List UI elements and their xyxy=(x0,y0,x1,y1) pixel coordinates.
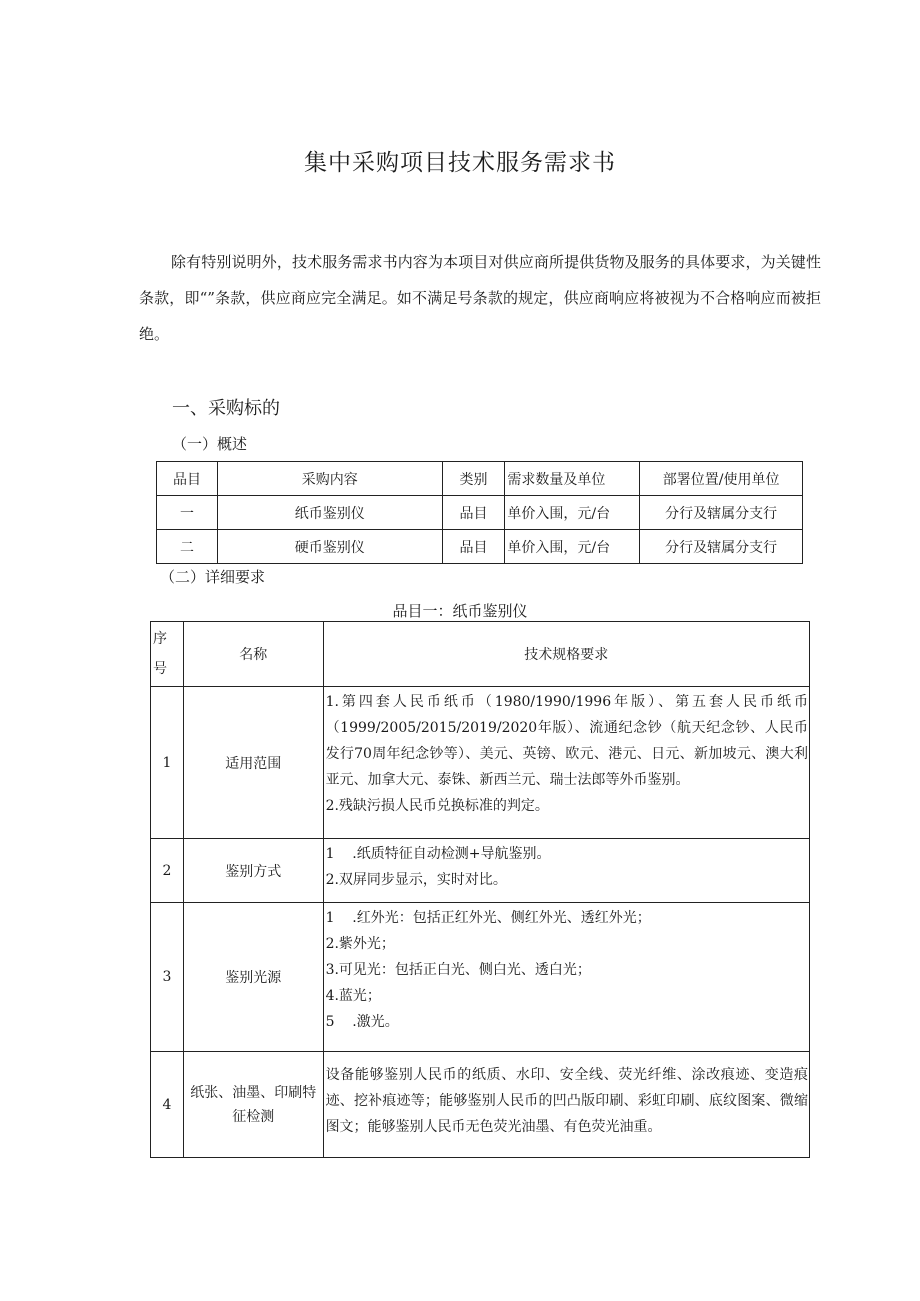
spec-text: 1 .纸质特征自动检测+导航鉴别。 xyxy=(325,846,551,862)
table-cell: 二 xyxy=(157,530,218,564)
row-spec xyxy=(323,839,809,903)
table-row xyxy=(151,903,810,1052)
table-cell: 单价入围，元/台 xyxy=(505,496,640,530)
header-cell-no xyxy=(151,622,184,687)
row-number: 1 xyxy=(151,687,184,839)
table-cell: 硬币鉴别仪 xyxy=(217,530,442,564)
table-cell: 纸币鉴别仪 xyxy=(217,496,442,530)
spec-text: 5 .激光。 xyxy=(325,1014,399,1030)
row-name: 鉴别光源 xyxy=(183,903,323,1052)
table-header-row xyxy=(151,622,810,687)
row-number: 2 xyxy=(151,839,184,903)
table-cell: 品目 xyxy=(442,496,505,530)
table-row xyxy=(151,1052,810,1158)
row-name: 纸张、油墨、印刷特征检测 xyxy=(183,1052,323,1158)
row-name: 鉴别方式 xyxy=(183,839,323,903)
row-spec xyxy=(323,903,809,1052)
detail-table xyxy=(150,621,810,1158)
spec-text: 设备能够鉴别人民币的纸质、水印、安全线、荧光纤维、涂改痕迹、变造痕迹、挖补痕迹等；能够鉴别人民币的凹凸版印刷、彩虹印刷、底纹图案、微缩图文；能够鉴别人民币无色荧光油墨、有色荧光油重。 xyxy=(325,1067,808,1135)
row-name: 适用范围 xyxy=(183,687,323,839)
spec-text: 1.第四套人民币纸币（1980/1990/1996年版）、第五套人民币纸币（1999/2005/2015/2019/2020年版）、流通纪念钞（航天纪念钞、人民币发行70周年纪念钞等）、美元、英镑、欧元、港元、日元、新加坡元、澳大利亚元、加拿大元、泰铢、新西兰元、瑞士法郎等外币鉴别。 xyxy=(325,694,808,788)
table-row xyxy=(151,687,810,839)
table-row xyxy=(157,530,803,564)
header-cell: 采购内容 xyxy=(217,462,442,496)
header-cell-spec: 技术规格要求 xyxy=(323,622,809,687)
table-cell: 分行及辖属分支行 xyxy=(640,496,803,530)
row-spec xyxy=(323,687,809,839)
header-no-line: 号 xyxy=(153,661,167,677)
table-header-row xyxy=(157,462,803,496)
row-number: 4 xyxy=(151,1052,184,1158)
spec-text: 2.残缺污损人民币兑换标准的判定。 xyxy=(325,798,549,814)
spec-text: 2.紫外光； xyxy=(325,936,395,952)
table-cell: 分行及辖属分支行 xyxy=(640,530,803,564)
header-cell: 类别 xyxy=(442,462,505,496)
table-row xyxy=(157,496,803,530)
row-number: 3 xyxy=(151,903,184,1052)
table-cell: 单价入围，元/台 xyxy=(505,530,640,564)
section-heading: 一、采购标的 xyxy=(172,398,280,419)
header-no-line: 序 xyxy=(153,631,167,647)
overview-label: （一）概述 xyxy=(172,435,248,453)
spec-text: 4.蓝光； xyxy=(325,988,381,1004)
spec-text: 2.双屏同步显示，实时对比。 xyxy=(325,872,507,888)
table-cell: 品目 xyxy=(442,530,505,564)
header-cell: 部署位置/使用单位 xyxy=(640,462,803,496)
overview-table xyxy=(156,461,803,564)
spec-text: 3.可见光：包括正白光、侧白光、透白光； xyxy=(325,962,591,978)
detail-label: （二）详细要求 xyxy=(160,568,266,586)
page-title: 集中采购项目技术服务需求书 xyxy=(304,150,616,176)
row-spec xyxy=(323,1052,809,1158)
header-cell: 需求数量及单位 xyxy=(505,462,640,496)
table-row xyxy=(151,839,810,903)
intro-paragraph: 除有特别说明外，技术服务需求书内容为本项目对供应商所提供货物及服务的具体要求，为关键性条款，即“”条款，供应商应完全满足。如不满足号条款的规定，供应商响应将被视为不合格响应而被拒绝。 xyxy=(139,253,821,343)
table-caption: 品目一：纸币鉴别仪 xyxy=(392,602,528,620)
header-cell: 品目 xyxy=(157,462,218,496)
header-cell-name: 名称 xyxy=(183,622,323,687)
table-cell: 一 xyxy=(157,496,218,530)
spec-text: 1 .红外光：包括正红外光、侧红外光、透红外光； xyxy=(325,910,651,926)
